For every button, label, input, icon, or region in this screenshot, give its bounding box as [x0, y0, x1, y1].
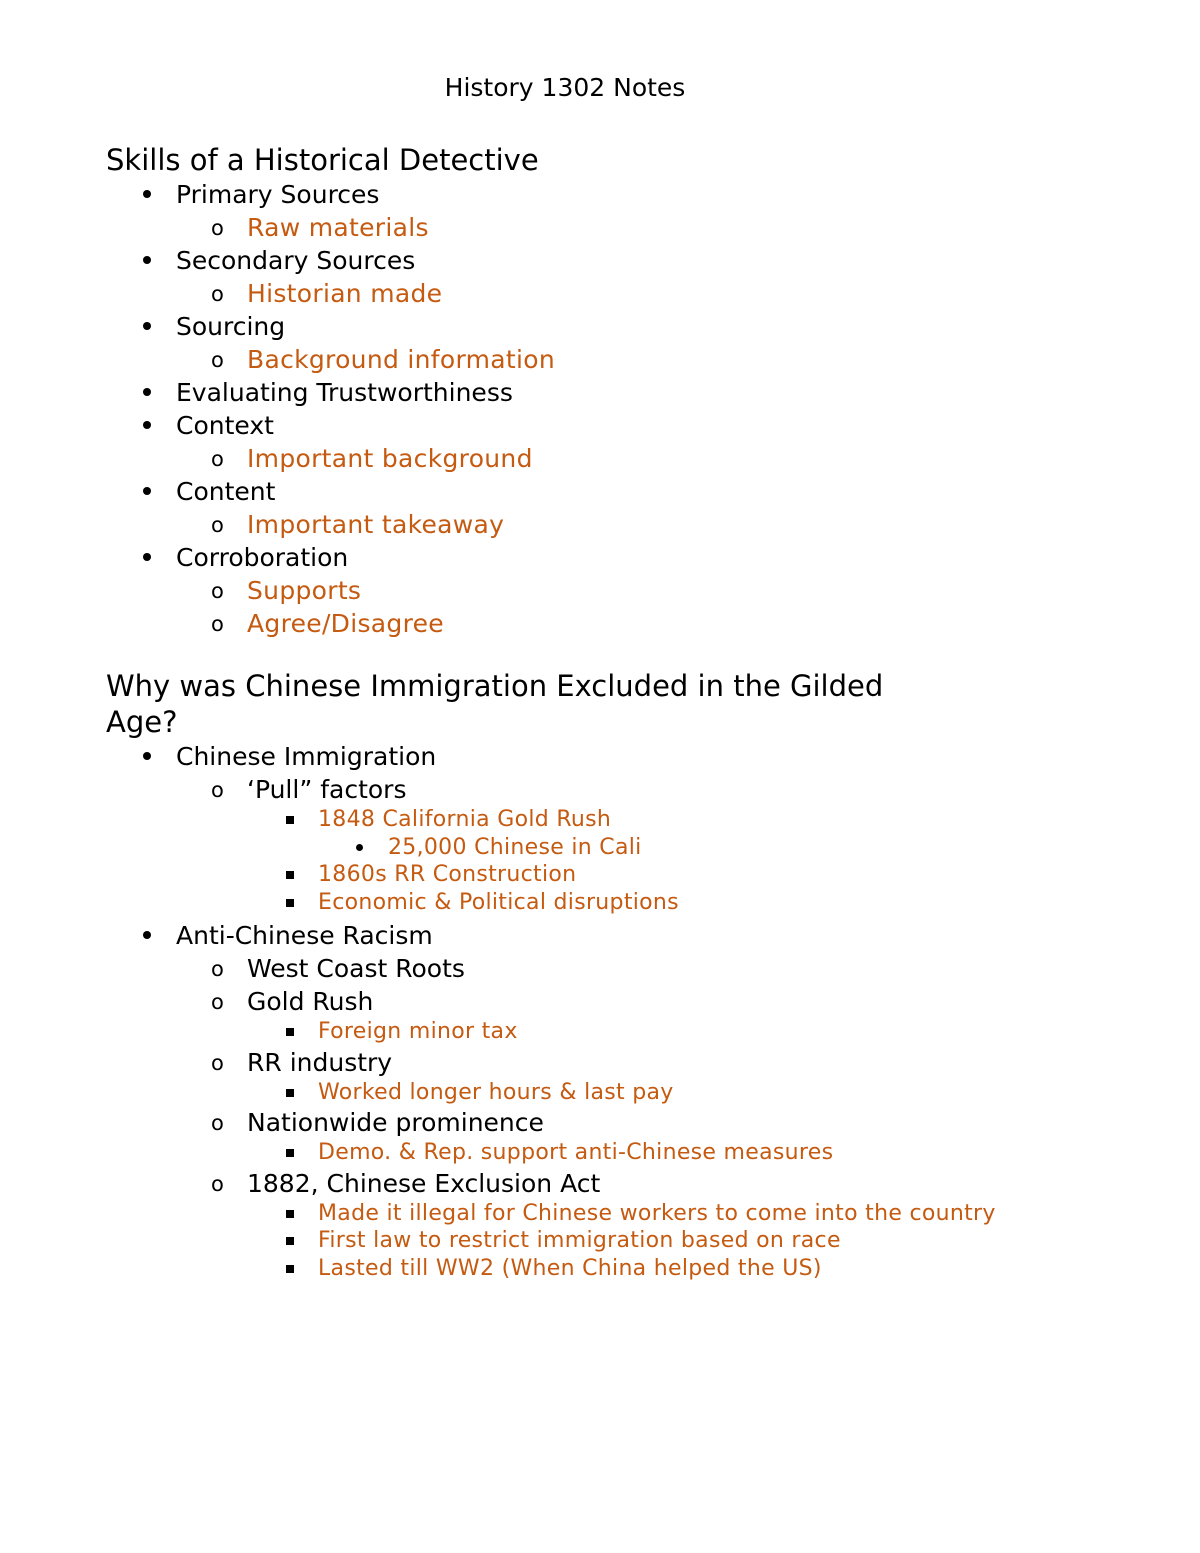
- sub-item: [176, 1106, 1086, 1167]
- point-item: [247, 1079, 1086, 1107]
- list-item-label: Context: [176, 409, 1086, 442]
- list-item-label: Chinese Immigration: [176, 740, 1086, 773]
- point-label: 1860s RR Construction: [318, 861, 1086, 889]
- sub-item-label: o Gold Rush: [247, 985, 1086, 1018]
- sub-item-label: o Agree/Disagree: [247, 607, 1086, 640]
- list-item-label: Sourcing: [176, 310, 1086, 343]
- list-item: [106, 740, 1086, 916]
- sub-item-label: o Important background: [247, 442, 1086, 475]
- sub-item-label: o RR industry: [247, 1046, 1086, 1079]
- point-item: [247, 889, 1086, 917]
- section-heading-line: Age?: [106, 705, 178, 739]
- section-heading: Skills of a Historical Detective: [106, 143, 539, 177]
- point-item: [247, 1018, 1086, 1046]
- list-item: [106, 376, 1086, 409]
- point-item: [247, 1255, 1086, 1283]
- sub-item-label: o Background information: [247, 343, 1086, 376]
- point-label: Economic & Political disruptions: [318, 889, 1086, 917]
- document-title: History 1302 Notes: [444, 73, 686, 102]
- list-item-label: Evaluating Trustworthiness: [176, 376, 1086, 409]
- detail-item: [318, 834, 1086, 862]
- sub-item-label: o ‘Pull” factors: [247, 773, 1086, 806]
- list-item: [106, 409, 1086, 475]
- detail-label: 25,000 Chinese in Cali: [388, 834, 1086, 862]
- sub-item: [176, 508, 1086, 541]
- sub-item: [176, 1046, 1086, 1107]
- point-label: First law to restrict immigration based on race: [318, 1227, 1086, 1255]
- point-label: Foreign minor tax: [318, 1018, 1086, 1046]
- sub-item: [176, 773, 1086, 916]
- bullet-list: [106, 178, 1086, 640]
- list-item: [106, 244, 1086, 310]
- sub-item: [176, 985, 1086, 1046]
- sub-item-label: o Historian made: [247, 277, 1086, 310]
- list-item: [106, 919, 1086, 1282]
- sub-item: [176, 211, 1086, 244]
- point-item: [247, 1227, 1086, 1255]
- section-heading: [106, 668, 1086, 740]
- list-item-label: Primary Sources: [176, 178, 1086, 211]
- point-label: Lasted till WW2 (When China helped the US): [318, 1255, 1086, 1283]
- bullet-list: [106, 740, 1086, 1282]
- sub-item: [176, 277, 1086, 310]
- sub-item: [176, 343, 1086, 376]
- sub-item: [176, 1167, 1086, 1283]
- list-item-label: Anti-Chinese Racism: [176, 919, 1086, 952]
- sub-item: [176, 607, 1086, 640]
- point-item: [247, 1200, 1086, 1228]
- list-item: [106, 178, 1086, 244]
- list-item: [106, 475, 1086, 541]
- sub-item-label: o 1882, Chinese Exclusion Act: [247, 1167, 1086, 1200]
- point-item: [247, 806, 1086, 861]
- list-item: [106, 310, 1086, 376]
- section-chinese-exclusion: [106, 668, 1086, 1282]
- sub-item-label: o Raw materials: [247, 211, 1086, 244]
- point-item: [247, 1139, 1086, 1167]
- list-item-label: Secondary Sources: [176, 244, 1086, 277]
- section-heading-line: Why was Chinese Immigration Excluded in the Gilded: [106, 669, 884, 703]
- sub-item: [176, 442, 1086, 475]
- section-skills: [106, 142, 1086, 640]
- sub-item-label: o Nationwide prominence: [247, 1106, 1086, 1139]
- sub-item-label: o Important takeaway: [247, 508, 1086, 541]
- sub-item-label: o Supports: [247, 574, 1086, 607]
- sub-item: [176, 574, 1086, 607]
- list-item-label: Corroboration: [176, 541, 1086, 574]
- sub-item-label: o West Coast Roots: [247, 952, 1086, 985]
- list-item: [106, 541, 1086, 640]
- point-label: Made it illegal for Chinese workers to come into the country: [318, 1200, 1086, 1228]
- point-item: [247, 861, 1086, 889]
- point-label: Worked longer hours & last pay: [318, 1079, 1086, 1107]
- list-item-label: Content: [176, 475, 1086, 508]
- sub-item: [176, 952, 1086, 985]
- point-label: Demo. & Rep. support anti-Chinese measures: [318, 1139, 1086, 1167]
- point-label: 1848 California Gold Rush: [318, 806, 1086, 834]
